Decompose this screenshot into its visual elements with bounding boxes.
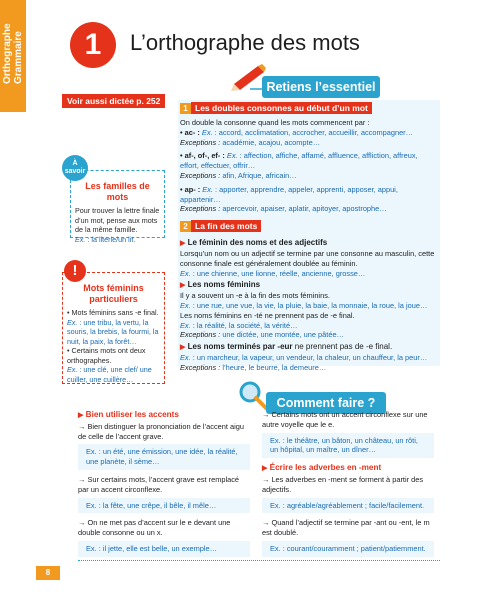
- chapter-title: L’orthographe des mots: [130, 30, 360, 55]
- how-right-column: [262, 410, 434, 562]
- section2-label: La fin des mots: [191, 220, 261, 232]
- feminin-ex: : une chienne, une lionne, réelle, ancienne, grosse…: [190, 268, 366, 278]
- rule-ac: [180, 128, 438, 138]
- circonflexe-ex1: Ex. : le théâtre, un bâton, un château, un rôti, un hôpital, un maître, un dîner…: [262, 433, 434, 459]
- retiens-essentiel-banner: Retiens l’essentiel: [262, 76, 380, 98]
- rule-ap-exceptions: [180, 204, 438, 214]
- rule-ap-exc-label: Exceptions :: [180, 204, 221, 214]
- accents-p2: → Sur certains mots, l’accent grave est remplacé par un accent circonflexe.: [78, 474, 240, 494]
- subhead-feminin-text: Le féminin des noms et des adjectifs: [187, 238, 328, 248]
- noms-eur-ex: : un marcheur, la vapeur, un vendeur, la chaleur, un chauffeur, la peur…: [190, 352, 428, 362]
- rule-af-prefix: • af-, of-, ef- :: [180, 151, 225, 161]
- a-savoir-ex: : la literie/un lit.: [85, 234, 136, 244]
- item2-ex: : une clé, une clef/ une cuiller, une cuillère…: [67, 365, 152, 384]
- rule-ac-exc-label: Exceptions :: [180, 137, 221, 147]
- adverbes-heading: ▶ Écrire les adverbes en -ment: [262, 463, 382, 473]
- rule-ap-prefix: • ap- :: [180, 184, 201, 194]
- rule-ac-exceptions: [180, 138, 438, 148]
- rule-ac-exc: académie, acajou, acompte…: [220, 137, 321, 147]
- feminin-example: [180, 269, 438, 279]
- see-also-link[interactable]: Voir aussi dictée p. 252: [62, 94, 165, 108]
- rule-ap-ex: : apporter, apprendre, appeler, apprenti, apposer, appui, appartenir…: [180, 184, 398, 204]
- a-savoir-box: [70, 170, 165, 244]
- noms-te-example: [180, 321, 438, 331]
- adverbes-ex2: Ex. : agréable/agréablement ; facile/facilement.: [262, 498, 434, 514]
- section1-heading: [180, 102, 372, 114]
- item2-text: Certains mots ont deux orthographes.: [67, 346, 146, 365]
- rule-af-exc-label: Exceptions :: [180, 170, 221, 180]
- rule-ap-ex-label: Ex.: [200, 184, 213, 194]
- subhead-noms-feminins: ▶ Les noms féminins: [180, 280, 261, 290]
- subhead-noms-feminins-text: Les noms féminins: [187, 280, 261, 290]
- noms-te-exc: une dictée, une montée, une pâtée…: [220, 330, 344, 340]
- side-tab-line2: Grammaire: [13, 31, 24, 84]
- retiens-panel: [178, 100, 440, 372]
- a-savoir-badge-line1: À: [72, 160, 78, 167]
- side-tab: [0, 0, 26, 112]
- a-savoir-text: Pour trouver la lettre finale d’un mot, pense aux mots de la même famille.: [75, 206, 160, 234]
- adverbes-heading-text: Écrire les adverbes en -ment: [269, 463, 382, 473]
- noms-te-exceptions: [180, 330, 438, 340]
- feminin-ex-label: Ex.: [180, 268, 191, 278]
- chapter-number: 1: [70, 22, 116, 68]
- accents-ex3: Ex. : il jette, elle est belle, un exemple…: [78, 541, 250, 557]
- rule-af-exc: afin, Afrique, africain…: [220, 170, 297, 180]
- accents-p3: → On ne met pas d’accent sur le e devant une double consonne ou un x.: [78, 518, 231, 538]
- mots-feminins-box: [62, 272, 165, 384]
- rule-af-ex-label: Ex.: [224, 151, 238, 161]
- accents-ex1: Ex. : un été, une émission, une idée, la réalité, une planète, il sème…: [78, 444, 250, 470]
- rule-ac-ex: : accord, acclimatation, accrocher, accueillir, accompagner…: [212, 127, 414, 137]
- side-tab-line1: Orthographe: [2, 23, 13, 84]
- rule-af-exceptions: [180, 171, 438, 181]
- noms-te-text: Les noms féminins en -té ne prennent pas de -e final.: [180, 310, 355, 320]
- accents-heading-text: Bien utiliser les accents: [85, 410, 179, 419]
- footer-divider: [78, 560, 440, 561]
- mots-feminins-title: Mots féminins particuliers: [83, 283, 144, 304]
- item2-ex-label: Ex.: [67, 365, 78, 374]
- subhead-noms-eur-text: Les noms terminés par -eur: [187, 342, 293, 352]
- noms-feminins-text: Il y a souvent un -e à la fin des mots féminins.: [180, 291, 330, 301]
- section2-heading: [180, 220, 261, 232]
- rule-af: [180, 151, 438, 171]
- noms-te-ex-label: Ex.: [180, 320, 191, 330]
- noms-eur-ex-label: Ex.: [180, 352, 191, 362]
- page-number: 8: [36, 566, 60, 580]
- rule-ap-exc: apercevoir, apaiser, aplatir, apitoyer, apostrophe…: [220, 204, 387, 214]
- rule-ac-prefix: • ac- :: [180, 127, 200, 137]
- item1-text: Mots féminins sans -e final.: [71, 308, 159, 317]
- noms-feminins-ex-label: Ex.: [180, 300, 191, 310]
- adverbes-p3: → Quand l’adjectif se termine par -ant ou -ent, le m est doublé.: [262, 518, 430, 538]
- noms-eur-exc-label: Exceptions :: [180, 362, 221, 372]
- warning-icon: !: [64, 260, 86, 282]
- comment-faire-banner: Comment faire ?: [266, 392, 386, 414]
- rule-ap: [180, 185, 438, 205]
- a-savoir-badge: [62, 155, 88, 181]
- side-tab-label: [2, 23, 24, 84]
- circonflexe-p1: → Certains mots ont un accent circonflexe sur une autre voyelle que le e.: [262, 410, 428, 429]
- section1-number: 1: [180, 103, 191, 114]
- accents-p1: → Bien distinguer la prononciation de l’accent aigu de celle de l’accent grave.: [78, 421, 244, 441]
- a-savoir-title: Les familles de mots: [85, 181, 150, 202]
- section1-label: Les doubles consonnes au début d’un mot: [191, 102, 372, 114]
- magnifier-icon: [236, 380, 270, 410]
- noms-te-exc-label: Exceptions :: [180, 330, 221, 340]
- rule-af-ex: : affection, affiche, affamé, affluence, affliction, affreux, effort, effectuer, offrir…: [180, 151, 418, 171]
- section1-intro: On double la consonne quand les mots commencent par :: [180, 118, 370, 127]
- noms-eur-exceptions: [180, 363, 438, 373]
- subhead-noms-eur-rest: ne prennent pas de -e final.: [292, 342, 393, 352]
- rule-ac-ex-label: Ex.: [199, 127, 213, 137]
- noms-eur-exc: l’heure, le beurre, la demeure…: [220, 362, 327, 372]
- a-savoir-ex-label: Ex.: [75, 234, 86, 244]
- noms-te-ex: : la réalité, la société, la vérité…: [190, 320, 298, 330]
- a-savoir-badge-line2: savoir: [64, 168, 86, 175]
- accents-heading: ▶ Bien utiliser les accents: [78, 410, 179, 419]
- adverbes-ex3: Ex. : courant/couramment ; patient/patiemment.: [262, 541, 434, 557]
- section2-number: 2: [180, 221, 191, 232]
- how-left-column: [78, 410, 250, 562]
- mots-feminins-item: [67, 346, 160, 384]
- subhead-feminin: ▶ Le féminin des noms et des adjectifs: [180, 238, 328, 248]
- noms-feminins-ex: : une rue, une vue, la vie, la pluie, la baie, la monnaie, la roue, la joue…: [190, 300, 428, 310]
- noms-eur-example: [180, 353, 438, 363]
- a-savoir-example: [75, 235, 160, 245]
- item1-ex: : une tribu, la vertu, la souris, la brebis, la fourmi, la nuit, la paix, la forêt…: [67, 317, 159, 346]
- item1-ex-label: Ex.: [67, 317, 78, 327]
- subhead-noms-eur: ▶ Les noms terminés par -eur ne prennent pas de -e final.: [180, 342, 393, 352]
- mots-feminins-item: [67, 308, 160, 346]
- accents-ex2: Ex. : la fête, une crêpe, il bêle, il mêle…: [78, 498, 250, 514]
- noms-feminins-example: [180, 301, 438, 311]
- feminin-text: Lorsqu’un nom ou un adjectif se termine par une consonne au masculin, cette consonne finale est généralement doublée au féminin.: [180, 248, 435, 268]
- adverbes-p2: → Les adverbes en -ment se forment à partir des adjectifs.: [262, 474, 424, 494]
